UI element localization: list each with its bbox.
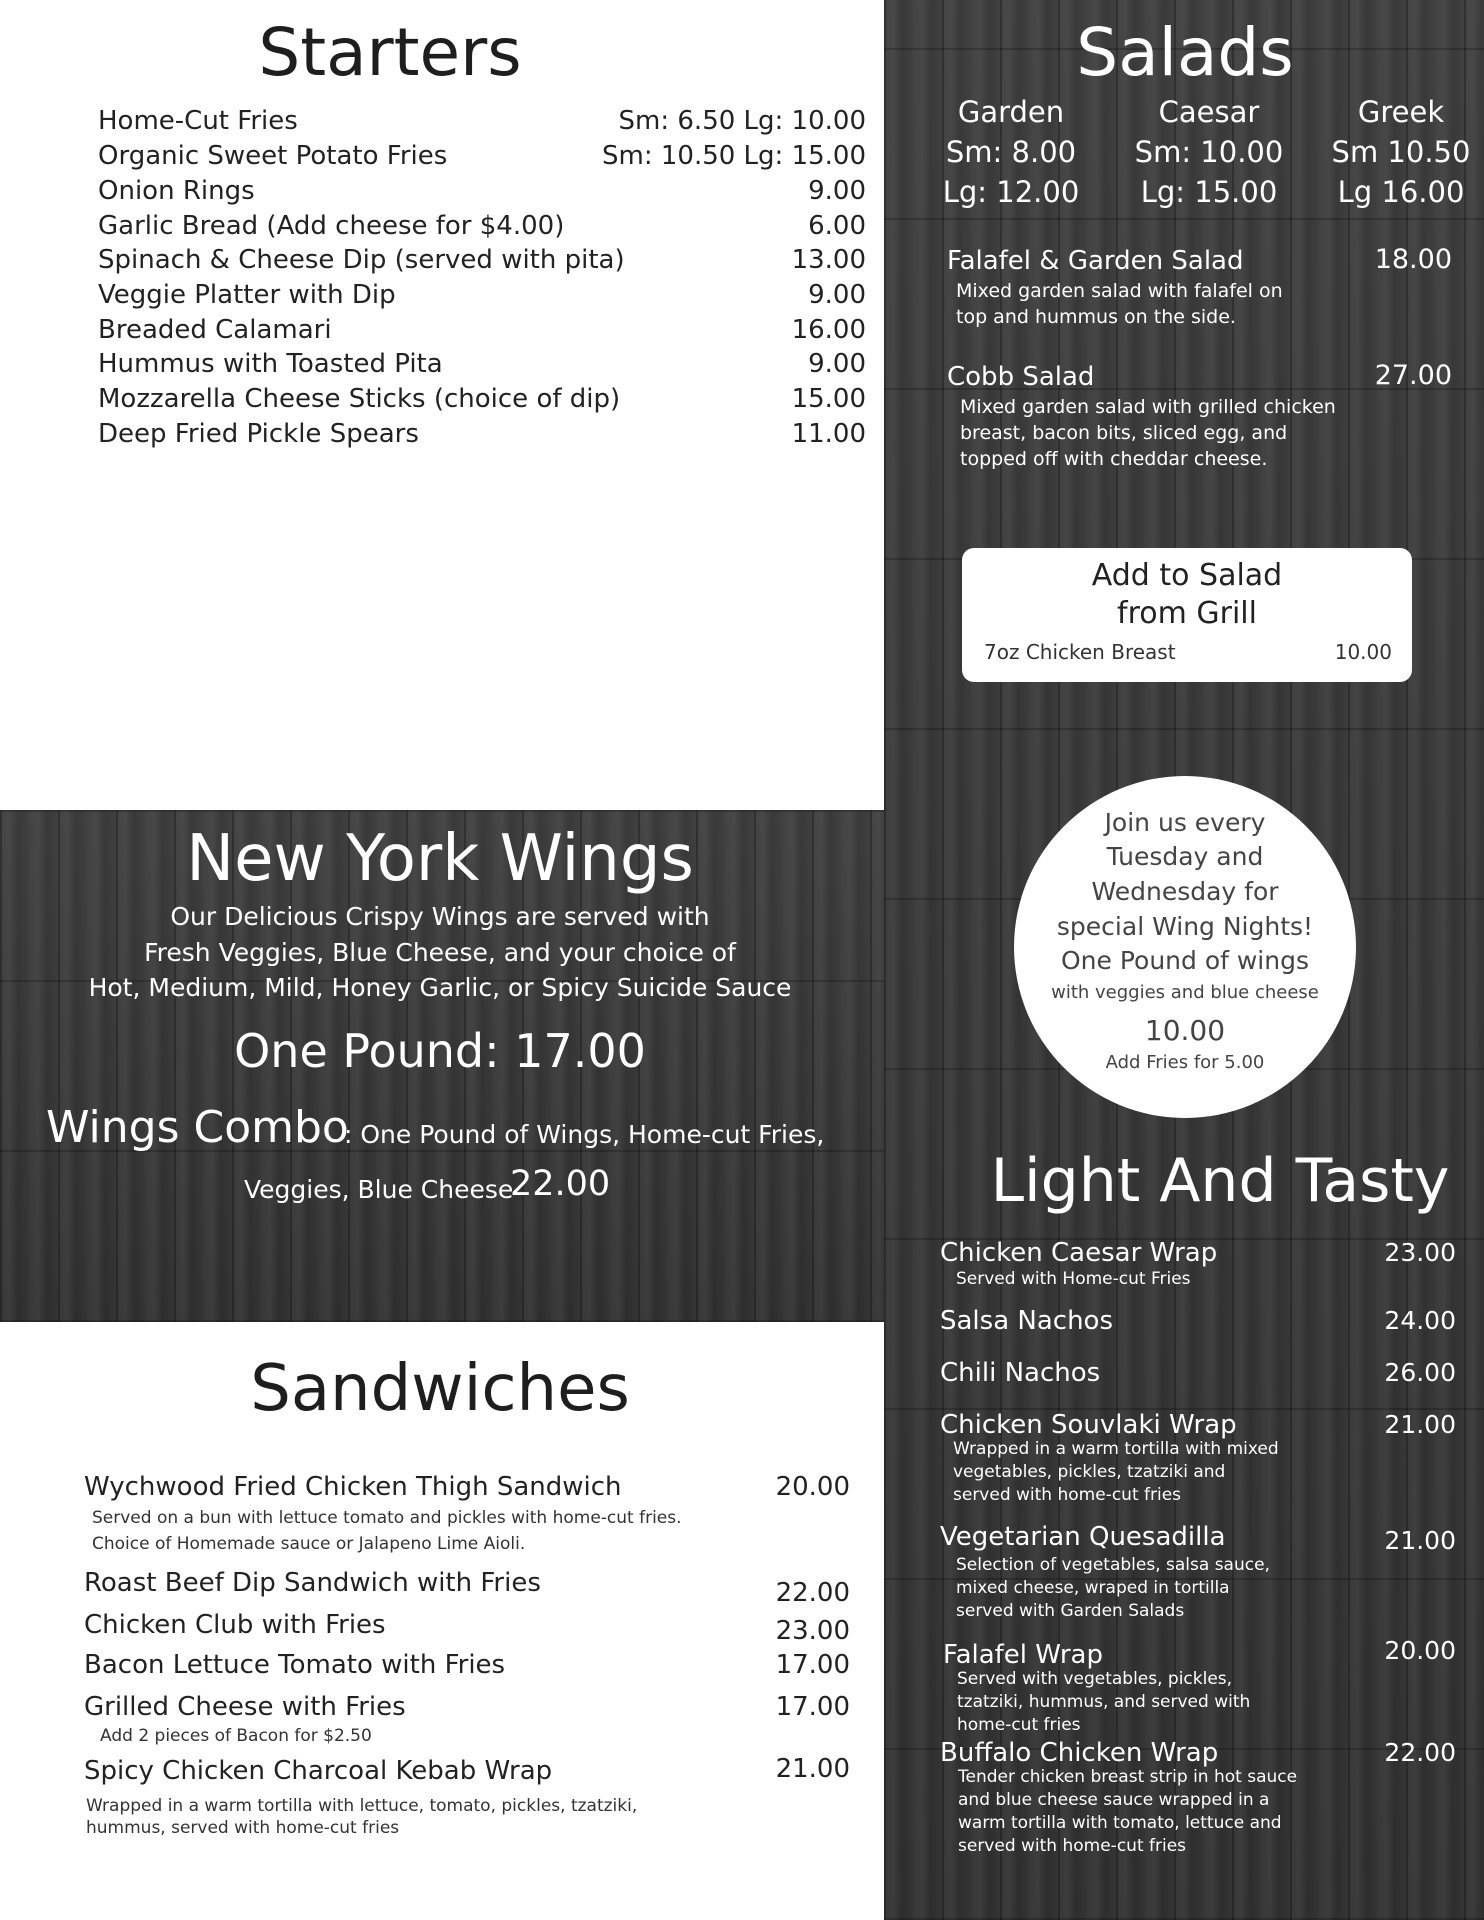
light-item-name: Vegetarian Quesadilla bbox=[940, 1522, 1226, 1552]
light-item-name: Chicken Caesar Wrap bbox=[940, 1238, 1218, 1268]
wings-combo-desc: Veggies, Blue Cheese bbox=[244, 1175, 514, 1204]
sandwich-item-name: Grilled Cheese with Fries bbox=[84, 1692, 406, 1722]
light-item-price: 21.00 bbox=[1384, 1410, 1456, 1439]
salad-item-desc: Mixed garden salad with grilled chicken breast, bacon bits, sliced egg, and topped off with cheddar cheese. bbox=[960, 396, 1336, 470]
wing-night-line: Wednesday for bbox=[1091, 877, 1279, 906]
sandwich-item-name: Chicken Club with Fries bbox=[84, 1610, 386, 1640]
sandwich-item-desc: hummus, served with home-cut fries bbox=[86, 1818, 400, 1838]
sandwich-item-name: Roast Beef Dip Sandwich with Fries bbox=[84, 1568, 541, 1598]
add-to-salad-box bbox=[962, 548, 1412, 682]
sandwich-item-desc: Wrapped in a warm tortilla with lettuce, tomato, pickles, tzatziki, bbox=[86, 1796, 638, 1816]
starter-item: Deep Fried Pickle Spears 11.00 bbox=[98, 419, 866, 449]
salad-large-price: Lg: 12.00 bbox=[942, 175, 1080, 209]
salad-small-price: Sm: 10.00 bbox=[1134, 135, 1284, 169]
salad-column-garden bbox=[926, 92, 1096, 212]
sandwich-item-desc: Choice of Homemade sauce or Jalapeno Lime Aioli. bbox=[92, 1534, 526, 1554]
wings-desc: Fresh Veggies, Blue Cheese, and your choice of bbox=[144, 938, 736, 967]
sandwich-item-name: Bacon Lettuce Tomato with Fries bbox=[84, 1650, 506, 1680]
wing-night-price: 10.00 bbox=[1144, 1014, 1226, 1047]
salad-small-price: Sm 10.50 bbox=[1331, 135, 1471, 169]
add-to-salad-title: Add to Salad bbox=[1091, 558, 1283, 593]
wing-night-line: special Wing Nights! bbox=[1056, 912, 1314, 941]
light-item-name: Chili Nachos bbox=[940, 1358, 1101, 1388]
sandwich-item-name: Wychwood Fried Chicken Thigh Sandwich bbox=[84, 1472, 622, 1502]
salad-item-price: 18.00 bbox=[1374, 244, 1452, 275]
salad-item-name: Falafel & Garden Salad bbox=[947, 246, 1244, 276]
salad-large-price: Lg 16.00 bbox=[1337, 175, 1465, 209]
starter-item: Mozzarella Cheese Sticks (choice of dip) 15.00 bbox=[98, 384, 866, 414]
starter-item: Veggie Platter with Dip 9.00 bbox=[98, 280, 866, 310]
wings-desc: Hot, Medium, Mild, Honey Garlic, or Spicy Suicide Sauce bbox=[88, 973, 792, 1002]
light-item-price: 22.00 bbox=[1384, 1738, 1456, 1767]
salad-item-name: Cobb Salad bbox=[947, 362, 1095, 392]
light-item-price: 21.00 bbox=[1384, 1526, 1456, 1555]
light-item-name: Falafel Wrap bbox=[943, 1640, 1103, 1670]
add-to-salad-subtitle: from Grill bbox=[1117, 596, 1257, 631]
starter-item: Hummus with Toasted Pita 9.00 bbox=[98, 349, 866, 379]
light-item-desc: Served with Home-cut Fries bbox=[956, 1269, 1191, 1289]
sandwich-item-price: 17.00 bbox=[775, 1650, 850, 1680]
light-item-desc: Served with vegetables, pickles, tzatziki, hummus, and served with home-cut fries bbox=[957, 1669, 1251, 1735]
light-item-price: 23.00 bbox=[1384, 1238, 1456, 1267]
sandwich-item-price: 22.00 bbox=[775, 1578, 850, 1608]
wings-title: New York Wings bbox=[186, 822, 694, 896]
light-item-desc: Tender chicken breast strip in hot sauce and blue cheese sauce wrapped in a warm tortilla with tomato, lettuce and served with home-cut fries bbox=[958, 1767, 1298, 1856]
sandwich-item-price: 17.00 bbox=[775, 1692, 850, 1722]
light-item-name: Buffalo Chicken Wrap bbox=[940, 1738, 1219, 1768]
sandwich-item-desc: Served on a bun with lettuce tomato and pickles with home-cut fries. bbox=[92, 1508, 682, 1528]
starter-item: Spinach & Cheese Dip (served with pita) 13.00 bbox=[98, 245, 866, 275]
wing-night-line: Tuesday and bbox=[1106, 842, 1264, 871]
salad-name: Greek bbox=[1357, 95, 1445, 129]
salad-item-price: 27.00 bbox=[1374, 360, 1452, 391]
sandwich-item-desc: Add 2 pieces of Bacon for $2.50 bbox=[100, 1726, 372, 1746]
salad-name: Caesar bbox=[1158, 95, 1260, 129]
wing-night-addon: Add Fries for 5.00 bbox=[1105, 1052, 1265, 1073]
wing-night-line: One Pound of wings bbox=[1060, 946, 1309, 975]
starter-item: Breaded Calamari 16.00 bbox=[98, 315, 866, 345]
starter-item: Organic Sweet Potato Fries Sm: 10.50 Lg: 15.00 bbox=[98, 141, 866, 171]
salad-name: Garden bbox=[957, 95, 1065, 129]
wing-night-line: Join us every bbox=[1104, 808, 1266, 837]
light-item-price: 26.00 bbox=[1384, 1358, 1456, 1387]
sandwich-item-price: 21.00 bbox=[775, 1754, 850, 1784]
sandwich-item-price: 23.00 bbox=[775, 1616, 850, 1646]
salad-column-greek bbox=[1316, 92, 1484, 212]
salad-large-price: Lg: 15.00 bbox=[1140, 175, 1278, 209]
add-to-salad-price: 10.00 bbox=[1334, 640, 1392, 664]
light-item-desc: Selection of vegetables, salsa sauce, mixed cheese, wraped in tortilla served with Garden Salads bbox=[956, 1555, 1270, 1621]
sandwich-item-price: 20.00 bbox=[775, 1472, 850, 1502]
wings-one-pound-price: One Pound: 17.00 bbox=[234, 1024, 646, 1078]
wings-combo-desc: : One Pound of Wings, Home-cut Fries, bbox=[344, 1120, 825, 1149]
light-item-name: Chicken Souvlaki Wrap bbox=[940, 1410, 1237, 1440]
wings-desc: Our Delicious Crispy Wings are served with bbox=[170, 902, 710, 931]
light-tasty-title: Light And Tasty bbox=[990, 1146, 1450, 1216]
light-item-price: 20.00 bbox=[1384, 1636, 1456, 1665]
wing-night-badge bbox=[1014, 776, 1356, 1118]
wing-night-line: with veggies and blue cheese bbox=[1051, 982, 1319, 1003]
salad-small-price: Sm: 8.00 bbox=[945, 135, 1077, 169]
starter-item: Onion Rings 9.00 bbox=[98, 176, 866, 206]
sandwich-item-name: Spicy Chicken Charcoal Kebab Wrap bbox=[84, 1756, 553, 1786]
salad-item-desc: Mixed garden salad with falafel on top and hummus on the side. bbox=[956, 280, 1283, 328]
wings-combo-price: 22.00 bbox=[510, 1164, 611, 1204]
starter-item: Home-Cut Fries Sm: 6.50 Lg: 10.00 bbox=[98, 106, 866, 136]
add-to-salad-item: 7oz Chicken Breast bbox=[984, 640, 1176, 664]
starter-item: Garlic Bread (Add cheese for $4.00) 6.00 bbox=[98, 211, 866, 241]
light-item-desc: Wrapped in a warm tortilla with mixed vegetables, pickles, tzatziki and served with home-cut fries bbox=[953, 1439, 1279, 1505]
sandwiches-title: Sandwiches bbox=[250, 1352, 630, 1426]
starters-title: Starters bbox=[258, 14, 522, 91]
light-item-name: Salsa Nachos bbox=[940, 1306, 1114, 1336]
salad-column-caesar bbox=[1124, 92, 1294, 212]
light-item-price: 24.00 bbox=[1384, 1306, 1456, 1335]
wings-combo-label: Wings Combo bbox=[46, 1102, 349, 1153]
salads-title: Salads bbox=[1076, 14, 1294, 91]
